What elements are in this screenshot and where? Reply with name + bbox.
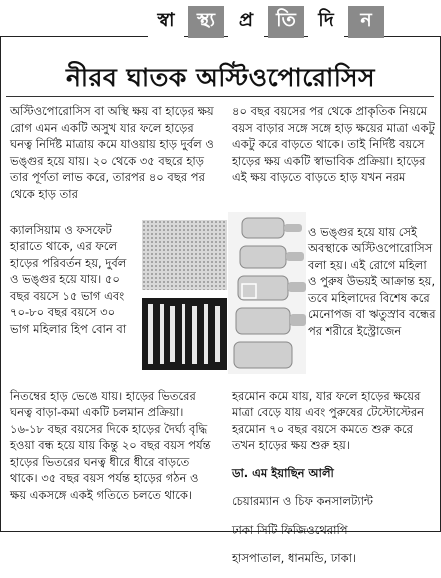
paragraph: অস্টিওপোরোসিস বা অস্থি ক্ষয় বা হাড়ের ক্ষয় রোগ এমন একটি অসুখ যার ফলে হাড়ের ঘনত্ব নির্দিষ্ট মাত্রায় কমে যাওয়ায় হাড় দুর্বল ও ভঙ্গুর হয়ে যায়। ২০ থেকে ৩৫ বছরে হাড় তার পূর্ণতা লাভ করে, তারপর ৪০ বছর পর থেকে হাড় তার <box>10 104 214 201</box>
headline-divider <box>6 96 434 97</box>
paragraph: নিতম্বের হাড় ভেঙে যায়। হাড়ের ভিতরের ঘনত্ব বাড়া-কমা একটি চলমান প্রক্রিয়া। ১৬-১৮ বছর বয়সের দিকে হাড়ের দৈর্ঘ্য বৃদ্ধি হওয়া বন্ধ হয়ে যায় কিন্তু ২০ বছর বয়স পর্যন্ত হাড়ের ভিতরের ঘনত্ব ধীরে ধীরে বাড়তে থাকে। ৩৫ বছর বয়স পর্যন্ত হাড়ের গঠন ও ক্ষয় একসঙ্গে একই গতিতে চলতে থাকে। <box>10 388 211 503</box>
column-2-bottom <box>232 376 437 578</box>
masthead-letter: স্থ্য <box>188 6 224 38</box>
masthead-letter: ন <box>348 6 384 38</box>
frame-left-rule <box>0 36 1 531</box>
author-organization: ঢাকা সিটি ফিজিওথেরাপি <box>232 522 348 537</box>
author-name: ডা. এম ইয়াছিন আলী <box>232 466 334 481</box>
paragraph: ৪০ বছর বয়সের পর থেকে প্রাকৃতিক নিয়মে বয়স বাড়ার সঙ্গে সঙ্গে হাড় ক্ষয়ের মাত্রা একটু একটু করে বাড়তে থাকে। তাই নির্দিষ্ট বয়সে হাড়ের ক্ষয় একটি স্বাভাবিক প্রক্রিয়া। হাড়ের এই ক্ষয় বাড়তে বাড়তে হাড় যখন নরম <box>232 104 435 185</box>
headline: নীরব ঘাতক অস্টিওপোরোসিস <box>66 63 375 92</box>
author-address: হাসপাতাল, ধানমন্ডি, ঢাকা। <box>232 550 357 565</box>
paragraph: হরমোন কমে যায়, যার ফলে হাড়ের ক্ষয়ের মাত্রা বেড়ে যায় এবং পুরুষের টেস্টোস্টেরন হরমোন ৭০ বছর বয়সে কমতে শুরু করে তখন হাড়ের ক্ষয় শুরু হয়। <box>232 388 425 453</box>
column-1-wrapped-text <box>10 210 138 349</box>
author-title: চেয়ারম্যান ও চিফ কনসালট্যান্ট <box>232 494 373 509</box>
spine-illustration <box>228 212 306 374</box>
masthead-letter: প্র <box>228 6 264 38</box>
column-1-top <box>10 103 217 203</box>
column-2-top <box>232 103 435 186</box>
column-2-wrapped-text <box>308 212 436 351</box>
masthead-letter: তি <box>268 6 304 38</box>
masthead-letter: স্বা <box>148 6 184 38</box>
bone-density-illustration <box>142 220 227 370</box>
column-1-bottom <box>10 376 217 515</box>
masthead-letter: দি <box>308 6 344 38</box>
masthead <box>148 6 384 38</box>
paragraph: ক্যালসিয়াম ও ফসফেট হারাতে থাকে, এর ফলে হাড়ের পরিবর্তন হয়, দুর্বল ও ভঙ্গুর হয়ে যায়। ৫০ বছর বয়সে ১৫ ভাগ এবং ৭০-৮০ বছর বয়সে ৩০ ভাগ মহিলার হিপ বোন বা <box>10 222 127 337</box>
paragraph: ও ভঙ্গুর হয়ে যায় সেই অবস্থাকে অস্টিওপোরোসিস বলা হয়। এই রোগে মহিলা ও পুরুষ উভয়ই আক্রান্ত হয়, তবে মহিলাদের বিশেষ করে মেনোপজ বা ঋতুস্রাব বন্ধের পর শরীরে ইস্ট্রোজেন <box>308 224 436 339</box>
